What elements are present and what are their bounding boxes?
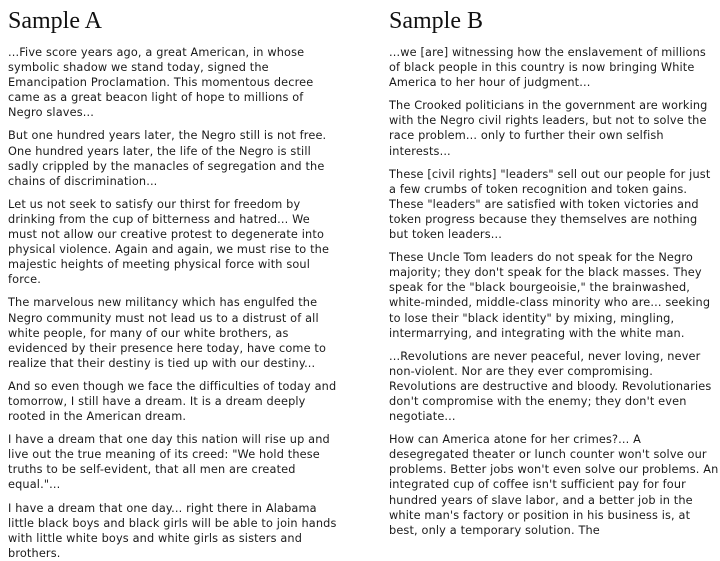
sample-a-title: Sample A [8, 8, 102, 34]
sample-b-column [389, 0, 719, 540]
sample-a-paragraph: And so even though we face the difficulties of today and tomorrow, I still have a dream. It is a dream deeply rooted in the American dream. [8, 379, 337, 424]
sample-a-paragraph: I have a dream that one day... right there in Alabama little black boys and black girls will be able to join hands with little white boys and white girls as sisters and brothers. [8, 501, 337, 560]
sample-b-paragraph: These Uncle Tom leaders do not speak for the Negro majority; they don't speak for the black masses. They speak for the "black bourgeoisie," the brainwashed, white-minded, middle-class minority who are... seeking to lose their "black identity" by mixing, mingling, intermarrying, and integrating with the white man. [389, 251, 711, 340]
sample-b-paragraph: These [civil rights] "leaders" sell out our people for just a few crumbs of token recognition and token gains. These "leaders" are satisfied with token victories and token progress because they themselves are nothing but token leaders... [389, 167, 711, 242]
sample-b-paragraph: The Crooked politicians in the government are working with the Negro civil rights leaders, but not to solve the race problem... only to further their own selfish interests... [389, 99, 708, 158]
sample-a-paragraph: Let us not seek to satisfy our thirst for freedom by drinking from the cup of bitterness and hatred... We must not allow our creative protest to degenerate into physical violence. Again and again, we must rise to the majestic heights of meeting physical force with soul force. [8, 197, 330, 287]
sample-a-paragraph: I have a dream that one day this nation will rise up and live out the true meaning of its creed: "We hold these truths to be self-evident, that all men are created equal."... [8, 433, 330, 492]
sample-a-column [8, 0, 338, 560]
sample-a-paragraph: ...Five score years ago, a great American, in whose symbolic shadow we stand today, signed the Emancipation Proclamation. This momentous decree came as a great beacon light of hope to millions of Negro slaves... [8, 46, 314, 120]
sample-b-title: Sample B [389, 8, 483, 34]
sample-b-paragraph: ...Revolutions are never peaceful, never loving, never non-violent. Nor are they ever compromising. Revolutions are destructive and bloody. Revolutionaries don't compromise with the enemy; they don't even negotiate... [389, 349, 712, 424]
sample-a-paragraph: The marvelous new militancy which has engulfed the Negro community must not lead us to a distrust of all white people, for many of our white brothers, as evidenced by their presence here today, have come to realize that their destiny is tied up with our destiny... [8, 296, 327, 370]
sample-a-paragraph: But one hundred years later, the Negro still is not free. One hundred years later, the life of the Negro is still sadly crippled by the manacles of segregation and the chains of discrimination... [8, 129, 327, 188]
sample-b-paragraph: ...we [are] witnessing how the enslavement of millions of black people in this country is now bringing White America to her hour of judgment... [389, 46, 706, 90]
sample-b-paragraph: How can America atone for her crimes?... A desegregated theater or lunch counter won't solve our problems. Better jobs won't even solve our problems. An integrated cup of coffee isn't sufficient pay for four hundred years of slave labor, and a better job in the white man's factory or position in his business is, at best, only a temporary solution. The [389, 433, 719, 537]
